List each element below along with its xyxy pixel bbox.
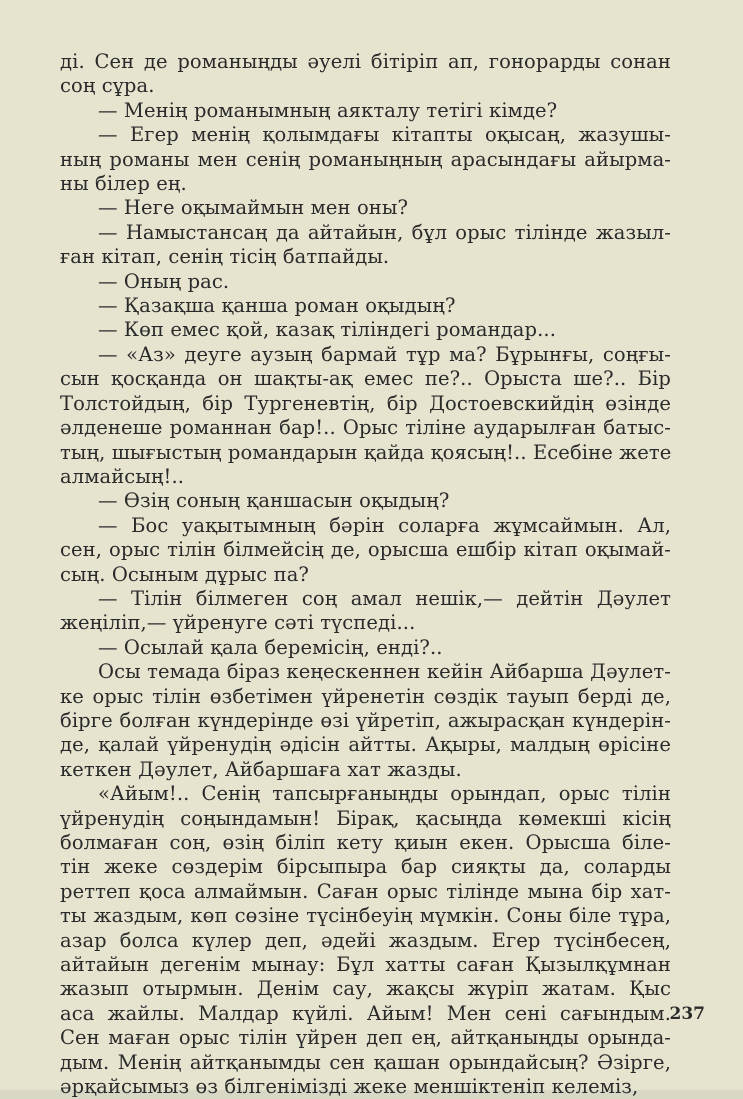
text-line: реттеп қоса алмаймын. Саған орыс тілінде мына бір хат- <box>60 879 671 903</box>
text-line: кеткен Дәулет, Айбаршаға хат жазды. <box>60 757 462 781</box>
text-line: үйренудің соңындамын! Бірақ, қасыңда көмекші кісің <box>60 806 671 830</box>
text-line: — «Аз» деуге аузың бармай тұр ма? Бұрынғы, соңғы- <box>98 342 671 366</box>
text-line: әрқайсымыз өз білгенімізді жеке меншіктеніп келеміз, <box>60 1075 639 1099</box>
text-line: жеңіліп,— үйренуге сәті түспеді... <box>60 611 416 635</box>
text-line: — Менің романымның аякталу тетігі кімде? <box>98 98 558 122</box>
text-line: Толстойдың, бір Тургеневтің, бір Достоевскийдің өзінде <box>60 391 671 415</box>
text-line: бірге болған күндерінде өзі үйретіп, ажырасқан күндерін- <box>60 708 671 732</box>
text-line: әлденеше романнан бар!.. Орыс тіліне аударылған батыс- <box>60 416 671 440</box>
text-line: де, қалай үйренудің әдісін айтты. Ақыры, малдың өрісіне <box>60 733 671 757</box>
text-line: ған кітап, сенің тісің батпайды. <box>60 245 390 269</box>
text-line: аса жайлы. Малдар күйлі. Айым! Мен сені сағындым. <box>60 1001 671 1025</box>
text-line: болмаған соң, өзің біліп кету қиын екен. Орысша біле- <box>60 831 671 854</box>
text-line: Осы темада біраз кеңескеннен кейін Айбарша Дәулет- <box>98 660 671 684</box>
text-line: алмайсың!.. <box>60 464 185 488</box>
text-line: — Қазақша қанша роман оқыдың? <box>98 294 456 318</box>
text-line: азар болса күлер деп, әдейі жаздым. Егер түсінбесең, <box>60 928 671 952</box>
text-line: — Тілін білмеген соң амал нешік,— дейтін Дәулет <box>98 586 671 610</box>
page-number: 237 <box>669 1004 705 1024</box>
page-body-text <box>60 50 671 1099</box>
text-line: сың. Осыным дұрыс па? <box>60 562 309 586</box>
text-line: сын қосқанда он шақты-ақ емес пе?.. Орыста ше?.. Бір <box>60 367 671 391</box>
text-line: ның романы мен сенің романыңның арасындағы айырма- <box>60 147 671 171</box>
text-line: дым. Менің айтқанымды сен қашан орындайсың? Әзірге, <box>60 1050 671 1074</box>
text-line: тың, шығыстың романдарын қайда қоясың!.. Есебіне жете <box>60 440 672 464</box>
text-line: тін жеке сөздерім бірсыпыра бар сияқты да, соларды <box>60 855 671 879</box>
text-line: — Егер менің қолымдағы кітапты оқысаң, жазушы- <box>98 123 671 147</box>
text-line: — Неге оқымаймын мен оны? <box>98 196 409 220</box>
text-line: ді. Сен де романыңды әуелі бітіріп ап, гонорарды сонан <box>60 50 671 73</box>
text-line: ты жаздым, көп сөзіне түсінбеуің мүмкін. Соны біле тұра, <box>60 904 671 928</box>
text-line: айтайын дегенім мынау: Бұл хатты саған Қызылқұмнан <box>60 953 671 977</box>
text-line: — Оның рас. <box>98 269 230 293</box>
text-line: ны білер ең. <box>60 172 187 196</box>
text-line: ке орыс тілін өзбетімен үйренетін сөздік тауып берді де, <box>60 684 671 708</box>
text-line: — Өзің соның қаншасын оқыдың? <box>98 489 450 513</box>
text-line: — Бос уақытымның бәрін соларға жұмсаймын. Ал, <box>98 513 671 537</box>
text-line: — Намыстансаң да айтайын, бұл орыс тілінде жазыл- <box>98 220 671 244</box>
text-line: «Айым!.. Сенің тапсырғаныңды орындап, орыс тілін <box>98 782 671 806</box>
text-line: — Көп емес қой, казақ тіліндегі романдар... <box>98 318 556 342</box>
text-line: сен, орыс тілін білмейсің де, орысша ешбір кітап оқымай- <box>60 538 671 562</box>
text-line: жазып отырмын. Денім сау, жақсы жүріп жатам. Қыс <box>60 977 671 1001</box>
text-line: — Осылай қала беремісің, енді?.. <box>98 635 443 659</box>
text-line: Сен маған орыс тілін үйрен деп ең, айтқаныңды орында- <box>60 1026 671 1050</box>
text-line: соң сұра. <box>60 74 155 98</box>
